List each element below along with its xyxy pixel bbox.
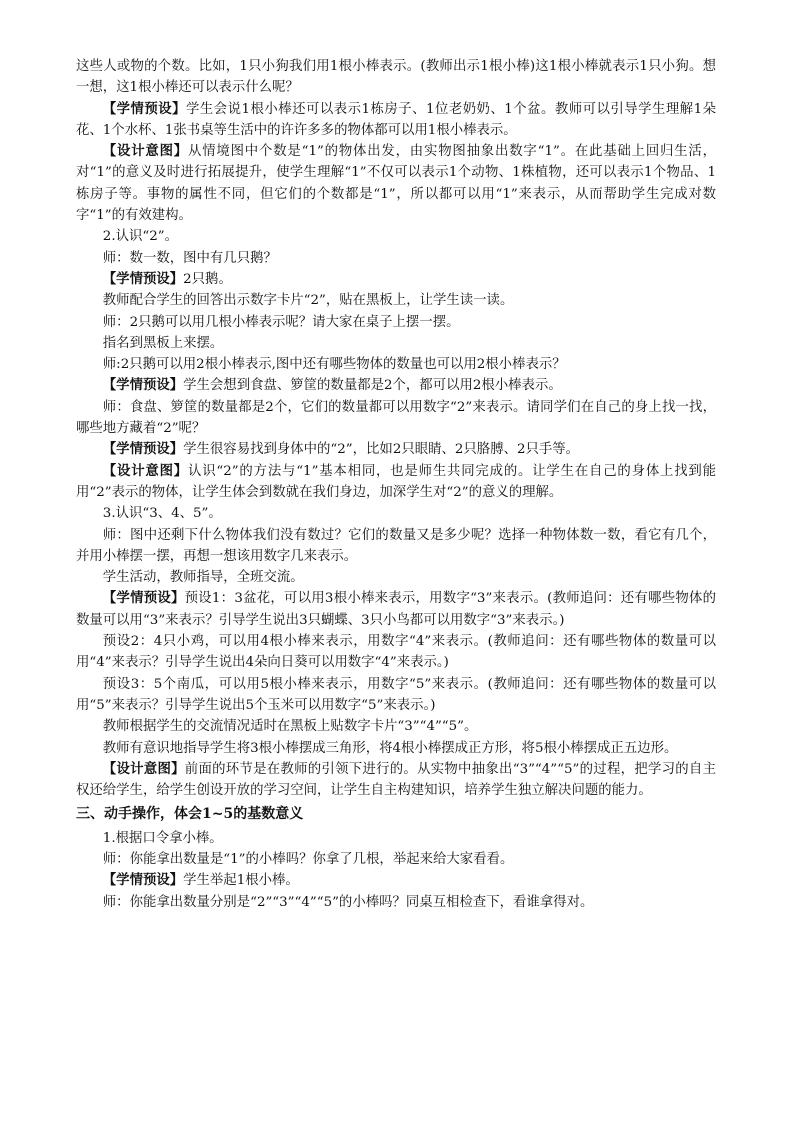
paragraph-text: 教师有意识地指导学生将3根小棒摆成三角形，将4根小棒摆成正方形，将5根小棒摆成正五边形。: [102, 740, 678, 756]
tag-label: 【设计意图】: [102, 143, 188, 160]
paragraph-text: 3.认识“3、4、5”。: [102, 506, 222, 522]
tag-label: 【学情预设】: [102, 872, 184, 889]
document-page: [76, 56, 716, 913]
paragraph: [76, 631, 716, 674]
paragraph: [76, 99, 716, 142]
paragraph-text: 学生活动，教师指导，全班交流。: [102, 570, 304, 586]
paragraph: [76, 461, 716, 504]
paragraph: [76, 674, 716, 717]
paragraph-text: 学生会想到食盘、箩筐的数量都是2个，都可以用2根小棒表示。: [183, 378, 562, 394]
paragraph-text: 认识“2”的方法与“1”基本相同，也是师生共同完成的。让学生在自己的身体上找到能用“2”表示的物体，让学生体会到数就在我们身边，加深学生对“2”的意义的理解。: [76, 463, 717, 500]
paragraph: [76, 849, 716, 870]
tag-label: 【学情预设】: [102, 441, 184, 458]
paragraph-text: 学生很容易找到身体中的“2”，比如2只眼睛、2只胳膊、2只手等。: [183, 442, 580, 458]
paragraph: [76, 226, 716, 247]
paragraph: [76, 375, 716, 396]
paragraph-text: 指名到黑板上来摆。: [102, 335, 224, 351]
paragraph: [76, 892, 716, 913]
paragraph-text: 师：你能拿出数量分别是“2”“3”“4”“5”的小棒吗？同桌互相检查下，看谁拿得对。: [102, 894, 594, 910]
paragraph: [76, 738, 716, 759]
paragraph-text: 师：你能拿出数量是“1”的小棒吗？你拿了几根，举起来给大家看看。: [102, 851, 514, 867]
paragraph-text: 师：数一数，图中有几只鹅？: [102, 250, 277, 266]
tag-label: 【学情预设】: [102, 270, 184, 287]
paragraph: [76, 503, 716, 524]
paragraph-text: 师:2只鹅可以用2根小棒表示,图中还有哪些物体的数量也可以用2根小棒表示？: [102, 357, 566, 373]
paragraph: [76, 333, 716, 354]
paragraph: [76, 828, 716, 849]
tag-label: 【学情预设】: [102, 590, 185, 607]
paragraph-text: 1.根据口令拿小棒。: [102, 830, 223, 846]
paragraph: [76, 248, 716, 269]
paragraph: [76, 439, 716, 460]
paragraph-text: 学生举起1根小棒。: [183, 873, 299, 889]
section-heading: 三、动手操作，体会1~5的基数意义: [76, 806, 304, 823]
paragraph: [76, 567, 716, 588]
paragraph-text: 教师配合学生的回答出示数字卡片“2”，贴在黑板上，让学生读一读。: [102, 293, 514, 309]
paragraph: [76, 141, 716, 226]
paragraph-text: 师：2只鹅可以用几根小棒表示呢？请大家在桌子上摆一摆。: [102, 314, 460, 330]
paragraph: [76, 56, 716, 99]
tag-label: 【学情预设】: [102, 100, 187, 117]
paragraph: [76, 588, 716, 631]
paragraph: [76, 354, 716, 375]
tag-label: 【设计意图】: [102, 760, 185, 777]
paragraph-text: 2.认识“2”。: [102, 229, 178, 245]
paragraph-text: 预设2：4只小鸡，可以用4根小棒来表示，用数字“4”来表示。(教师追问：还有哪些物体的数量可以用“4”来表示？引导学生说出4朵向日葵可以用数字“4”来表示。): [76, 634, 716, 671]
paragraph: [76, 290, 716, 311]
paragraph-text: 从情境图中个数是“1”的物体出发，由实物图抽象出数字“1”。在此基础上回归生活，对“1”的意义及时进行拓展提升，使学生理解“1”不仅可以表示1个动物、1株植物，还可以表示1个物品、1栋房子等。事物的属性不同，但它们的个数都是“1”，所以都可以用“1”来表示，从而帮助学生完成对数字“1”的有效建构。: [76, 144, 717, 224]
paragraph-text: 师：食盘、箩筐的数量都是2个，它们的数量都可以用数字“2”来表示。请同学们在自己的身上找一找，哪些地方藏着“2”呢？: [76, 399, 716, 437]
paragraph: [76, 759, 716, 802]
paragraph-text: 前面的环节是在教师的引领下进行的。从实物中抽象出“3”“4”“5”的过程，把学习的自主权还给学生，给学生创设开放的学习空间，让学生自主构建知识，培养学生独立解决问题的能力。: [76, 761, 716, 799]
paragraph: [76, 870, 716, 891]
paragraph-text: 预设1：3盆花，可以用3根小棒来表示，用数字“3”来表示。(教师追问：还有哪些物体的数量可以用“3”来表示？引导学生说出3只蝴蝶、3只小鸟都可以用数字“3”来表示。): [76, 591, 716, 628]
paragraph-text: 预设3：5个南瓜，可以用5根小棒来表示，用数字“5”来表示。(教师追问：还有哪些物体的数量可以用“5”来表示？引导学生说出5个玉米可以用数字“5”来表示。): [76, 676, 716, 713]
tag-label: 【设计意图】: [102, 462, 188, 479]
paragraph: [76, 397, 716, 440]
paragraph: [76, 525, 716, 568]
paragraph-text: 教师根据学生的交流情况适时在黑板上贴数字卡片“3”“4”“5”。: [102, 719, 478, 735]
paragraph-text: 师：图中还剩下什么物体我们没有数过？它们的数量又是多少呢？选择一种物体数一数，看它有几个，并用小棒摆一摆，再想一想该用数字几来表示。: [76, 527, 716, 564]
paragraph-text: 这些人或物的个数。比如，1只小狗我们用1根小棒表示。(教师出示1根小棒)这1根小棒就表示1只小狗。想一想，这1根小棒还可以表示什么呢？: [76, 59, 716, 96]
paragraph-text: 2只鹅。: [183, 271, 232, 287]
tag-label: 【学情预设】: [102, 377, 184, 394]
paragraph-text: 学生会说1根小棒还可以表示1栋房子、1位老奶奶、1个盆。教师可以引导学生理解1朵花、1个水杯、1张书桌等生活中的许许多多的物体都可以用1根小棒表示。: [76, 101, 716, 138]
paragraph: [76, 312, 716, 333]
paragraph: [76, 716, 716, 737]
paragraph: [76, 269, 716, 290]
